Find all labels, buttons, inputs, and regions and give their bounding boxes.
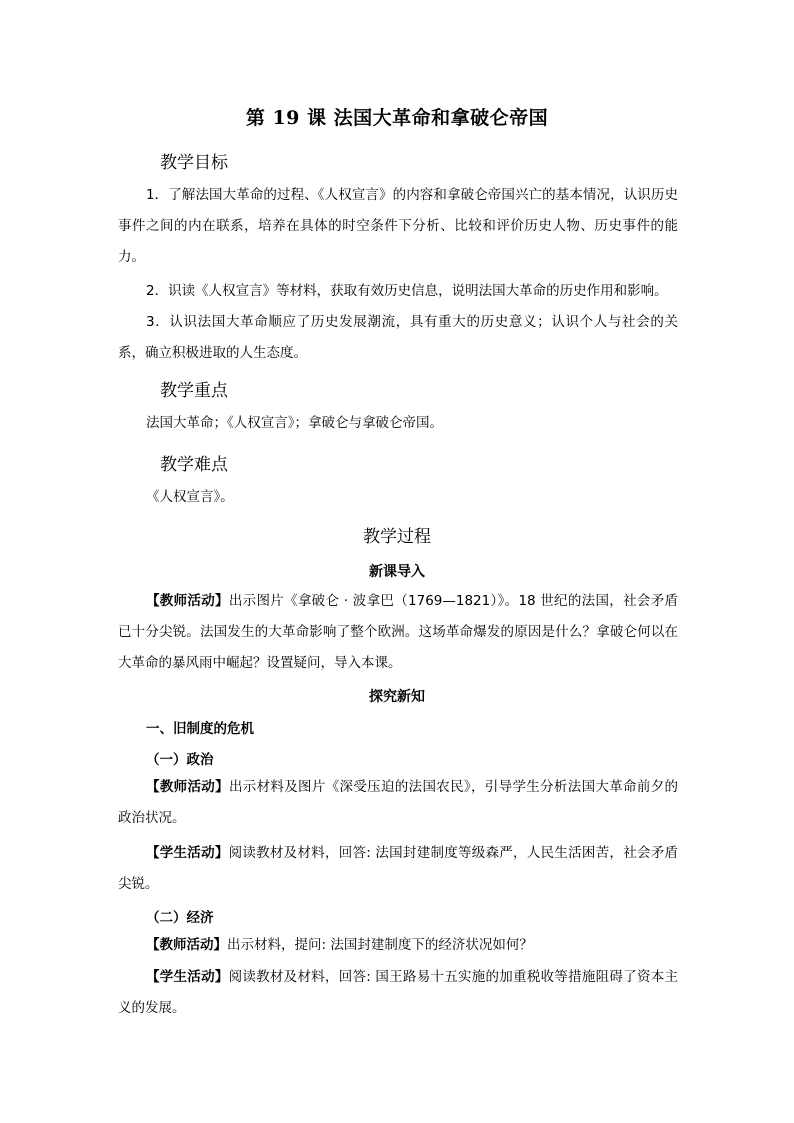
difficulties-text: 《人权宣言》。 <box>146 489 234 505</box>
teacher-activity-tag: 【教师活动】 <box>146 937 227 953</box>
key-points-heading: 教学重点 <box>160 381 228 401</box>
economy-student-paragraph <box>118 962 678 1024</box>
politics-student-text: 阅读教材及材料，回答: 法国封建制度等级森严，人民生活困苦，社会矛盾尖锐。 <box>118 845 679 892</box>
politics-heading: （一）政治 <box>146 752 214 768</box>
section-1-heading: 一、旧制度的危机 <box>146 721 254 737</box>
lesson-title: 第 19 课 法国大革命和拿破仑帝国 <box>245 107 549 129</box>
economy-teacher-paragraph <box>118 930 678 961</box>
economy-teacher-text: 出示材料，提问: 法国封建制度下的经济状况如何？ <box>227 937 533 953</box>
student-activity-tag: 【学生活动】 <box>146 969 229 985</box>
objectives-heading: 教学目标 <box>160 153 228 173</box>
politics-teacher-text: 出示材料及图片《深受压迫的法国农民》，引导学生分析法国大革命前夕的政治状况。 <box>118 779 679 826</box>
explore-heading: 探究新知 <box>369 689 425 705</box>
objective-2: 2．识读《人权宣言》等材料，获取有效历史信息，说明法国大革命的历史作用和影响。 <box>146 283 668 299</box>
objective-3: 3．认识法国大革命顺应了历史发展潮流，具有重大的历史意义；认识个人与社会的关系，确立积极进取的人生态度。 <box>118 314 678 361</box>
objective-1: 1．了解法国大革命的过程、《人权宣言》的内容和拿破仑帝国兴亡的基本情况，认识历史事件之间的内在联系，培养在具体的时空条件下分析、比较和评价历史人物、历史事件的能力。 <box>118 187 678 265</box>
teacher-activity-tag: 【教师活动】 <box>146 593 229 609</box>
politics-teacher-paragraph <box>118 772 678 834</box>
intro-text: 出示图片《拿破仑 · 波拿巴（1769—1821）》。18 世纪的法国，社会矛盾已十分尖锐。法国发生的大革命影响了整个欧洲。这场革命爆发的原因是什么？拿破仑何以在大革命的暴风雨中崛起？设置疑问，导入本课。 <box>118 593 678 671</box>
economy-heading: （二）经济 <box>146 910 214 926</box>
key-points-text: 法国大革命；《人权宣言》；拿破仑与拿破仑帝国。 <box>146 415 443 431</box>
student-activity-tag: 【学生活动】 <box>146 845 229 861</box>
difficulties-heading: 教学难点 <box>160 455 228 475</box>
intro-heading: 新课导入 <box>369 564 425 580</box>
intro-paragraph <box>118 586 678 679</box>
economy-student-text: 阅读教材及材料，回答: 国王路易十五实施的加重税收等措施阻碍了资本主义的发展。 <box>118 969 679 1016</box>
politics-student-paragraph <box>118 838 678 900</box>
process-heading: 教学过程 <box>363 527 431 547</box>
teacher-activity-tag: 【教师活动】 <box>146 779 229 795</box>
